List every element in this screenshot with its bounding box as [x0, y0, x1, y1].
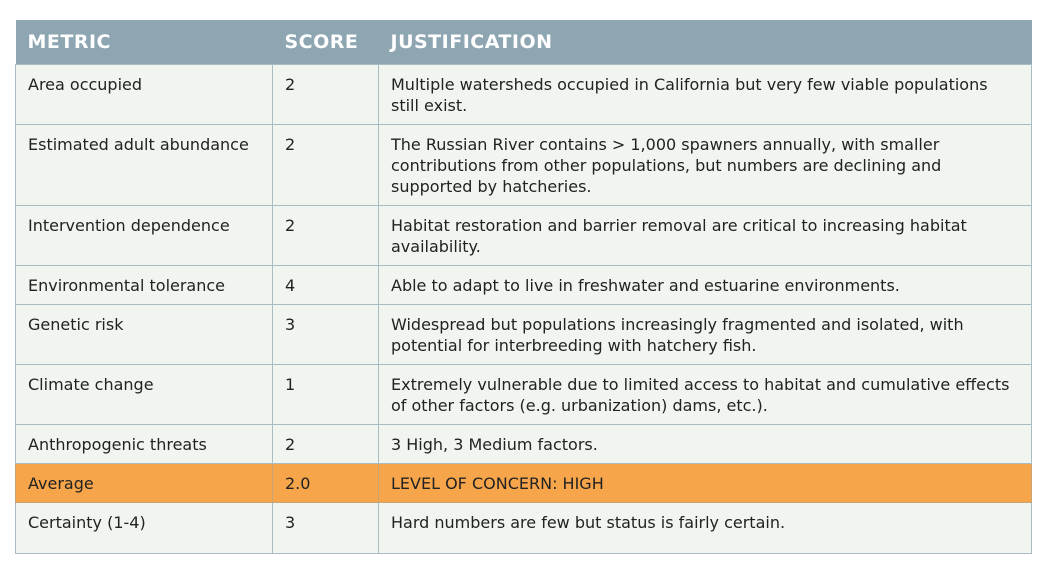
header-justification: JUSTIFICATION [390, 30, 553, 53]
justification-cell: Widespread but populations increasingly fragmented and isolated, with potential for interbreeding with hatchery fish. [379, 304, 1032, 364]
header-row [16, 20, 1032, 64]
table-row [16, 64, 1032, 124]
justification-cell: 3 High, 3 Medium factors. [379, 424, 1032, 463]
header-score: SCORE [284, 30, 359, 53]
metric-cell: Environmental tolerance [16, 265, 273, 304]
metric-cell: Average [16, 463, 273, 502]
certainty-row [16, 502, 1032, 553]
score-cell: 2 [273, 424, 379, 463]
metric-cell: Certainty (1-4) [16, 502, 273, 553]
score-cell: 1 [273, 364, 379, 424]
score-cell: 3 [273, 502, 379, 553]
metrics-table [15, 20, 1032, 554]
justification-cell: The Russian River contains > 1,000 spawners annually, with smaller contributions from other populations, but numbers are declining and supported by hatcheries. [379, 124, 1032, 205]
table-row [16, 124, 1032, 205]
score-cell: 2 [273, 124, 379, 205]
score-cell: 2.0 [273, 463, 379, 502]
header-metric: METRIC [27, 30, 111, 53]
justification-cell: Hard numbers are few but status is fairly certain. [379, 502, 1032, 553]
table-header [16, 20, 1032, 64]
average-row [16, 463, 1032, 502]
metric-cell: Genetic risk [16, 304, 273, 364]
table-body [16, 64, 1032, 553]
metric-cell: Climate change [16, 364, 273, 424]
score-cell: 4 [273, 265, 379, 304]
table-row [16, 364, 1032, 424]
metric-cell: Estimated adult abundance [16, 124, 273, 205]
metric-cell: Area occupied [16, 64, 273, 124]
table-row [16, 205, 1032, 265]
level-of-concern-cell: LEVEL OF CONCERN: HIGH [379, 463, 1032, 502]
metric-cell: Anthropogenic threats [16, 424, 273, 463]
table-row [16, 424, 1032, 463]
justification-cell: Able to adapt to live in freshwater and estuarine environments. [379, 265, 1032, 304]
justification-cell: Extremely vulnerable due to limited access to habitat and cumulative effects of other factors (e.g. urbanization) dams, etc.). [379, 364, 1032, 424]
metric-cell: Intervention dependence [16, 205, 273, 265]
justification-cell: Habitat restoration and barrier removal are critical to increasing habitat availability. [379, 205, 1032, 265]
table-row [16, 304, 1032, 364]
score-cell: 2 [273, 205, 379, 265]
table-row [16, 265, 1032, 304]
justification-cell: Multiple watersheds occupied in California but very few viable populations still exist. [379, 64, 1032, 124]
score-cell: 2 [273, 64, 379, 124]
score-cell: 3 [273, 304, 379, 364]
